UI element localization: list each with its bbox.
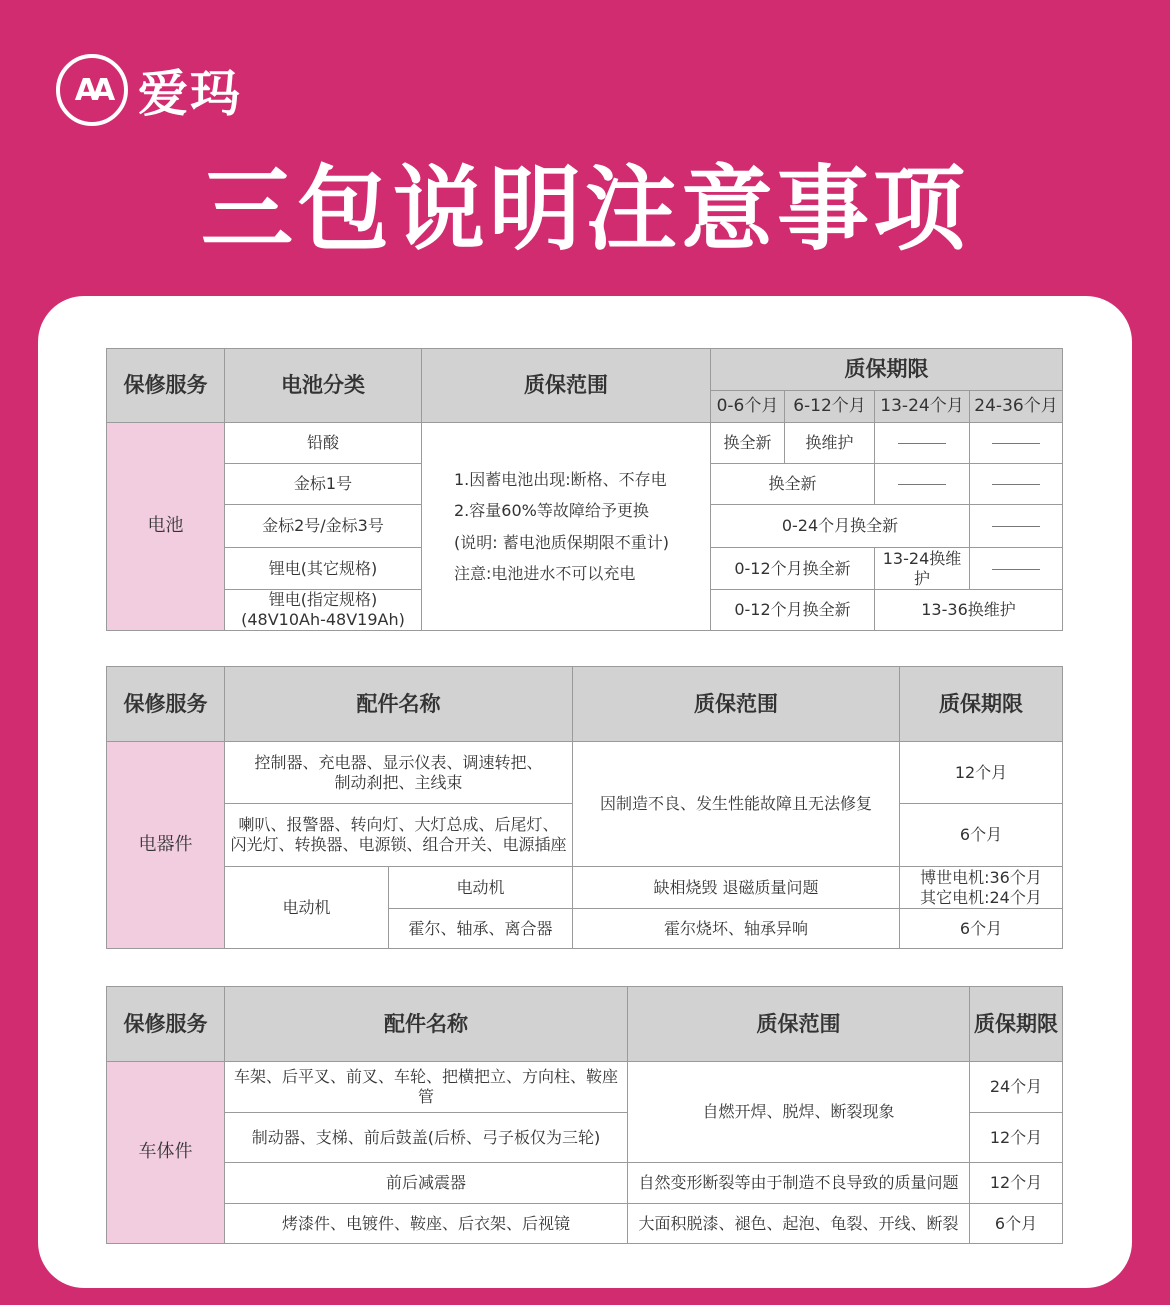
- brand-logo: [56, 52, 242, 128]
- body-warranty-table: [106, 986, 1063, 1244]
- header-period: 质保期限: [900, 667, 1063, 742]
- period-col-6-12: 6-12个月: [785, 391, 875, 423]
- part-name: 车架、后平叉、前叉、车轮、把横把立、方向柱、鞍座管: [225, 1062, 628, 1113]
- header-battery-category: 电池分类: [225, 349, 422, 423]
- service-body: 车体件: [107, 1062, 225, 1244]
- part-name-line: 控制器、充电器、显示仪表、调速转把、: [254, 752, 543, 772]
- dash-line: [992, 526, 1040, 527]
- header-service: 保修服务: [107, 987, 225, 1062]
- brand-name: 爱玛: [138, 65, 242, 123]
- empty-period-cell: [970, 548, 1063, 590]
- part-name: 前后减震器: [225, 1163, 628, 1204]
- part-name: [225, 742, 573, 804]
- period-cell: 0-12个月换全新: [711, 548, 875, 590]
- period-cell: 12个月: [900, 742, 1063, 804]
- part-name-line: 闪光灯、转换器、电源锁、组合开关、电源插座: [230, 835, 567, 854]
- period-cell: 0-12个月换全新: [711, 590, 875, 631]
- battery-type: 锂电(其它规格): [225, 548, 422, 590]
- empty-period-cell: [970, 505, 1063, 548]
- battery-type: 金标1号: [225, 464, 422, 505]
- battery-type: 铅酸: [225, 423, 422, 464]
- dash-line: [992, 443, 1040, 444]
- period-line: 其它电机:24个月: [920, 887, 1042, 907]
- header-scope: 质保范围: [628, 987, 970, 1062]
- period-cell: 13-36换维护: [875, 590, 1063, 631]
- header-part-name: 配件名称: [225, 667, 573, 742]
- dash-line: [898, 484, 946, 485]
- period-cell: 13-24换维护: [875, 548, 970, 590]
- period-cell: [900, 867, 1063, 909]
- motor-label: 电动机: [225, 867, 389, 949]
- period-cell: 换全新: [711, 423, 785, 464]
- dash-line: [992, 569, 1040, 570]
- battery-type-spec: (48V10Ah-48V19Ah): [241, 610, 405, 629]
- period-cell: 换维护: [785, 423, 875, 464]
- header-service: 保修服务: [107, 349, 225, 423]
- period-cell: 换全新: [711, 464, 875, 505]
- scope-line: (说明: 蓄电池质保期限不重计): [454, 532, 669, 552]
- part-name: 烤漆件、电镀件、鞍座、后衣架、后视镜: [225, 1204, 628, 1244]
- part-name: 霍尔、轴承、离合器: [389, 909, 573, 949]
- period-col-0-6: 0-6个月: [711, 391, 785, 423]
- period-col-24-36: 24-36个月: [970, 391, 1063, 423]
- battery-type-line: 锂电(指定规格): [268, 590, 378, 609]
- battery-type: [225, 590, 422, 631]
- scope-cell: 缺相烧毁 退磁质量问题: [573, 867, 900, 909]
- header-scope: 质保范围: [573, 667, 900, 742]
- scope-line: 1.因蓄电池出现:断格、不存电: [454, 470, 667, 490]
- battery-type: 金标2号/金标3号: [225, 505, 422, 548]
- period-cell: 12个月: [970, 1163, 1063, 1204]
- shared-scope: 因制造不良、发生性能故障且无法修复: [573, 742, 900, 867]
- dash-line: [992, 484, 1040, 485]
- battery-scope: [422, 423, 711, 631]
- scope-line: 注意:电池进水不可以充电: [454, 563, 636, 583]
- period-cell: 6个月: [900, 804, 1063, 867]
- part-name: 电动机: [389, 867, 573, 909]
- header-part-name: 配件名称: [225, 987, 628, 1062]
- period-cell: 0-24个月换全新: [711, 505, 970, 548]
- header-period: 质保期限: [711, 349, 1063, 391]
- page-title: 三包说明注意事项: [200, 156, 969, 263]
- empty-period-cell: [875, 464, 970, 505]
- battery-warranty-table: [106, 348, 1063, 631]
- service-electrical: 电器件: [107, 742, 225, 949]
- scope-cell: 大面积脱漆、褪色、起泡、龟裂、开线、断裂: [628, 1204, 970, 1244]
- header-period: 质保期限: [970, 987, 1063, 1062]
- period-cell: 6个月: [900, 909, 1063, 949]
- scope-cell: 自然变形断裂等由于制造不良导致的质量问题: [628, 1163, 970, 1204]
- header-service: 保修服务: [107, 667, 225, 742]
- period-cell: 12个月: [970, 1113, 1063, 1163]
- part-name-line: 喇叭、报警器、转向灯、大灯总成、后尾灯、: [238, 815, 559, 834]
- service-battery: 电池: [107, 423, 225, 631]
- part-name: 制动器、支梯、前后鼓盖(后桥、弓子板仅为三轮): [225, 1113, 628, 1163]
- period-line: 博世电机:36个月: [920, 867, 1042, 887]
- empty-period-cell: [970, 464, 1063, 505]
- period-col-13-24: 13-24个月: [875, 391, 970, 423]
- shared-scope: 自燃开焊、脱焊、断裂现象: [628, 1062, 970, 1163]
- scope-cell: 霍尔烧坏、轴承异响: [573, 909, 900, 949]
- part-name: [225, 804, 573, 867]
- scope-line: 2.容量60%等故障给予更换: [454, 501, 649, 521]
- brand-mark-icon: AA: [56, 54, 128, 126]
- header-scope: 质保范围: [422, 349, 711, 423]
- part-name-line: 制动刹把、主线束: [334, 772, 463, 792]
- dash-line: [898, 443, 946, 444]
- electrical-warranty-table: [106, 666, 1063, 949]
- period-cell: 6个月: [970, 1204, 1063, 1244]
- empty-period-cell: [875, 423, 970, 464]
- period-cell: 24个月: [970, 1062, 1063, 1113]
- empty-period-cell: [970, 423, 1063, 464]
